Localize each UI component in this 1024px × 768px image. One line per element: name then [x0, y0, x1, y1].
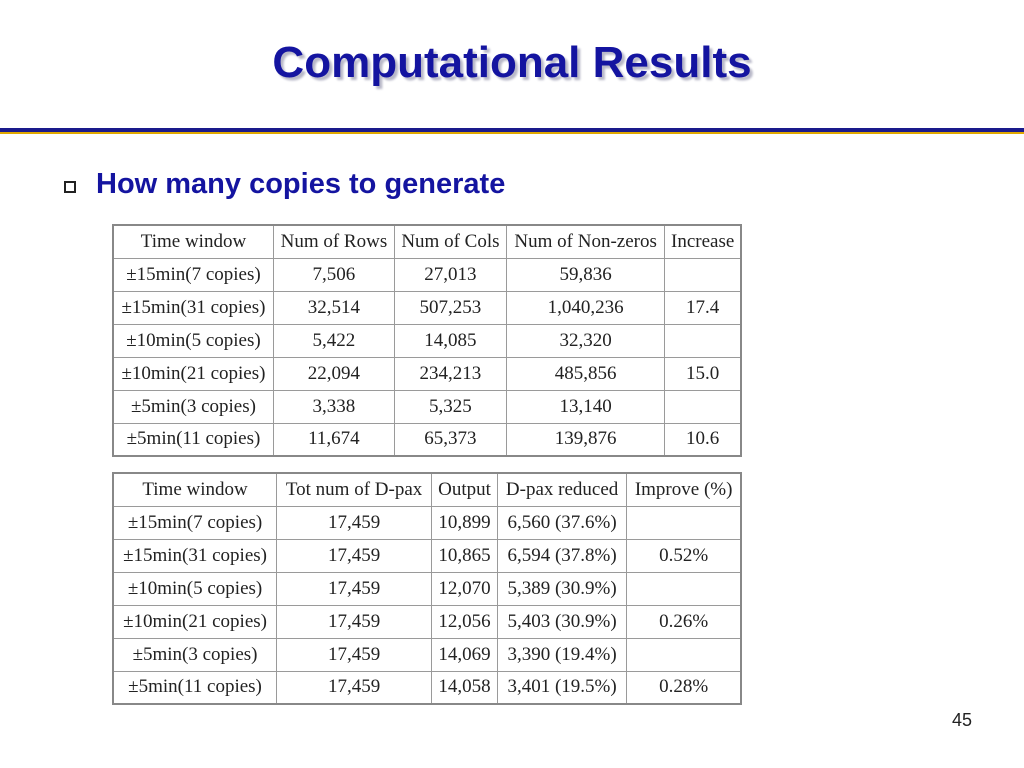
table-cell: 10,865 [432, 539, 498, 572]
table-cell: 0.28% [627, 671, 741, 704]
column-header: D-pax reduced [497, 473, 626, 506]
table-cell: ±15min(7 copies) [113, 258, 273, 291]
table-cell [627, 572, 741, 605]
column-header: Tot num of D-pax [277, 473, 432, 506]
table-cell: 13,140 [506, 390, 664, 423]
table-row [113, 506, 741, 539]
table-cell: 5,422 [273, 324, 394, 357]
hollow-square-bullet-icon [64, 181, 76, 193]
title-divider [0, 128, 1024, 134]
table-header-row [113, 473, 741, 506]
table-cell: 10,899 [432, 506, 498, 539]
table-cell: 139,876 [506, 423, 664, 456]
table-row [113, 671, 741, 704]
table-row [113, 357, 741, 390]
problem-size-table [112, 224, 742, 457]
table-cell: 12,070 [432, 572, 498, 605]
table-cell: 10.6 [665, 423, 741, 456]
table-cell: ±5min(3 copies) [113, 638, 277, 671]
table-cell: ±5min(11 copies) [113, 671, 277, 704]
table-cell: 485,856 [506, 357, 664, 390]
table-row [113, 539, 741, 572]
table-cell: 507,253 [394, 291, 506, 324]
table-cell: ±15min(31 copies) [113, 539, 277, 572]
table-cell: 17,459 [277, 572, 432, 605]
page-number: 45 [951, 710, 972, 730]
table-row [113, 638, 741, 671]
table-cell: 11,674 [273, 423, 394, 456]
slide-title: Computational Results [272, 38, 752, 87]
table-cell: ±10min(21 copies) [113, 357, 273, 390]
bullet-item [64, 168, 505, 201]
table-cell: 17.4 [665, 291, 741, 324]
table-cell [627, 638, 741, 671]
table-cell: 22,094 [273, 357, 394, 390]
column-header: Time window [113, 473, 277, 506]
table-cell: 3,338 [273, 390, 394, 423]
table-row [113, 423, 741, 456]
table-row [113, 572, 741, 605]
column-header: Output [432, 473, 498, 506]
table-cell: 17,459 [277, 506, 432, 539]
table-cell: 7,506 [273, 258, 394, 291]
table-cell: 17,459 [277, 671, 432, 704]
table-cell: 17,459 [277, 539, 432, 572]
table-cell: ±15min(7 copies) [113, 506, 277, 539]
table-cell: 59,836 [506, 258, 664, 291]
table-cell: 0.26% [627, 605, 741, 638]
table-cell: ±10min(5 copies) [113, 572, 277, 605]
table-header-row [113, 225, 741, 258]
table-cell: 1,040,236 [506, 291, 664, 324]
column-header: Increase [665, 225, 741, 258]
table-cell: 6,560 (37.6%) [497, 506, 626, 539]
column-header: Num of Rows [273, 225, 394, 258]
column-header: Num of Non-zeros [506, 225, 664, 258]
table-row [113, 390, 741, 423]
table-cell: 17,459 [277, 638, 432, 671]
table-row [113, 258, 741, 291]
table-cell: 0.52% [627, 539, 741, 572]
column-header: Num of Cols [394, 225, 506, 258]
table-cell [665, 324, 741, 357]
column-header: Improve (%) [627, 473, 741, 506]
table-cell: ±10min(21 copies) [113, 605, 277, 638]
table-cell: 3,401 (19.5%) [497, 671, 626, 704]
table-cell: 5,403 (30.9%) [497, 605, 626, 638]
table-cell: ±5min(3 copies) [113, 390, 273, 423]
bullet-text: How many copies to generate [96, 168, 506, 200]
table-row [113, 324, 741, 357]
table-cell [665, 258, 741, 291]
table-cell: 15.0 [665, 357, 741, 390]
table-cell: 32,320 [506, 324, 664, 357]
table-cell: 5,389 (30.9%) [497, 572, 626, 605]
table-cell: 6,594 (37.8%) [497, 539, 626, 572]
table-cell [665, 390, 741, 423]
table-row [113, 605, 741, 638]
table-cell: ±15min(31 copies) [113, 291, 273, 324]
table-cell: 3,390 (19.4%) [497, 638, 626, 671]
table-cell: 32,514 [273, 291, 394, 324]
table-cell [627, 506, 741, 539]
table-cell: 14,069 [432, 638, 498, 671]
table-cell: 234,213 [394, 357, 506, 390]
table-cell: 65,373 [394, 423, 506, 456]
table-cell: 17,459 [277, 605, 432, 638]
table-cell: ±5min(11 copies) [113, 423, 273, 456]
table-cell: 14,058 [432, 671, 498, 704]
table-cell: ±10min(5 copies) [113, 324, 273, 357]
table-cell: 12,056 [432, 605, 498, 638]
column-header: Time window [113, 225, 273, 258]
table-row [113, 291, 741, 324]
table-cell: 27,013 [394, 258, 506, 291]
table-cell: 14,085 [394, 324, 506, 357]
table-cell: 5,325 [394, 390, 506, 423]
dpax-results-table [112, 472, 742, 705]
